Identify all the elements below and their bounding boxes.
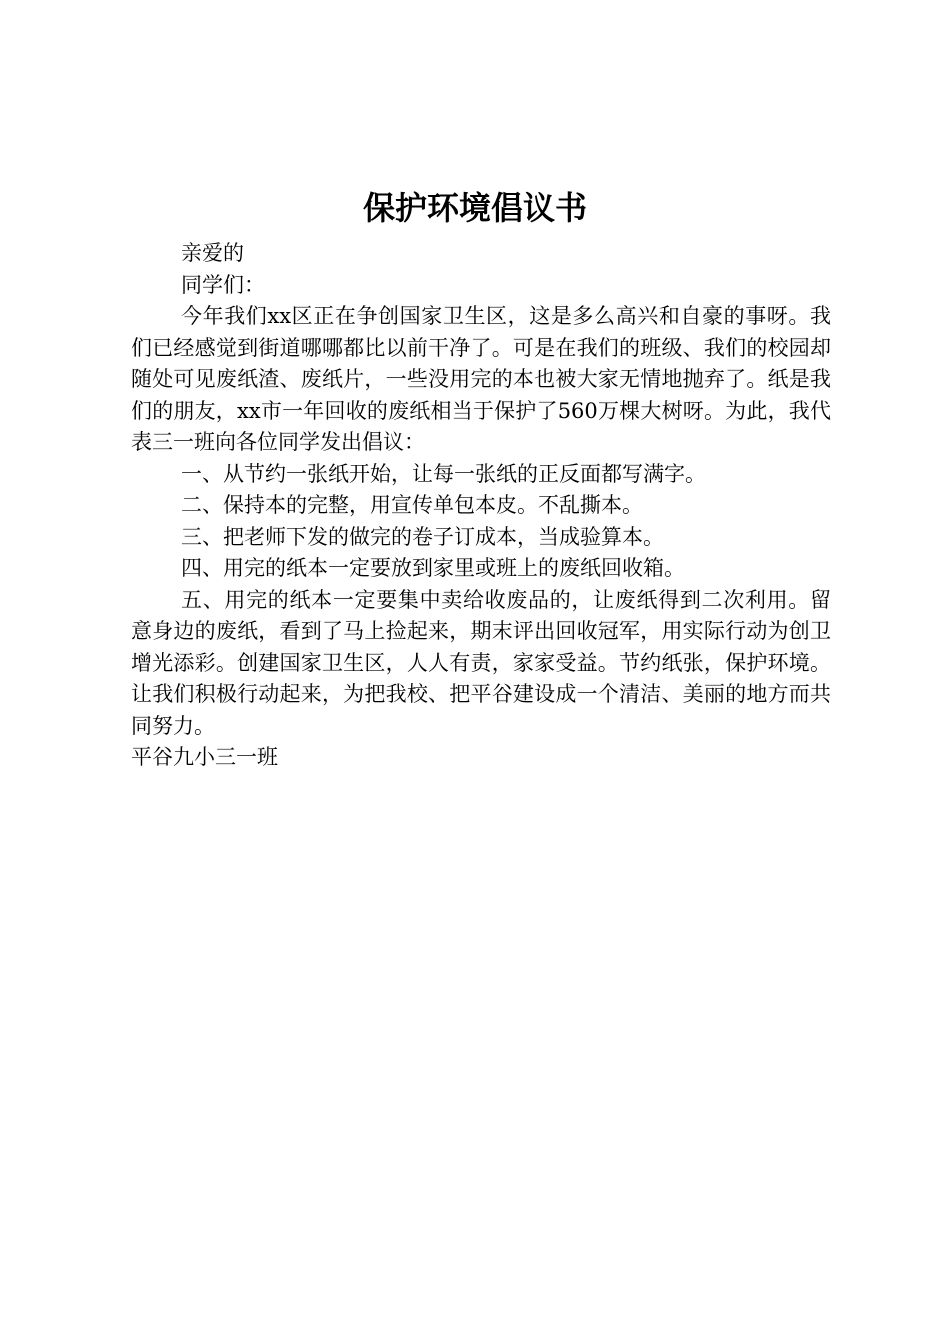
document-body bbox=[131, 238, 831, 774]
proposal-item-4: 四、用完的纸本一定要放到家里或班上的废纸回收箱。 bbox=[181, 556, 685, 580]
salutation-line-2: 同学们： bbox=[181, 272, 265, 297]
intro-paragraph: 今年我们xx区正在争创国家卫生区，这是多么高兴和自豪的事呀。我们已经感觉到街道哪哪都比以前干净了。可是在我们的班级、我们的校园却随处可见废纸渣、废纸片，一些没用完的本也被大家无情地抛弃了。纸是我们的朋友，xx市一年回收的废纸相当于保护了560万棵大树呀。为此，我代表三一班向各位同学发出倡议： bbox=[131, 304, 831, 454]
signature: 平谷九小三一班 bbox=[131, 745, 278, 769]
proposal-item-2: 二、保持本的完整，用宣传单包本皮。不乱撕本。 bbox=[181, 493, 643, 517]
proposal-item-1: 一、从节约一张纸开始，让每一张纸的正反面都写满字。 bbox=[181, 461, 706, 486]
salutation-line-1: 亲爱的 bbox=[181, 241, 244, 265]
proposal-item-5: 五、用完的纸本一定要集中卖给收废品的，让废纸得到二次利用。留意身边的废纸，看到了马上捡起来，期末评出回收冠军，用实际行动为创卫增光添彩。创建国家卫生区，人人有责，家家受益。节约纸张，保护环境。让我们积极行动起来，为把我校、把平谷建设成一个清洁、美丽的地方而共同努力。 bbox=[131, 587, 831, 738]
proposal-item-3: 三、把老师下发的做完的卷子订成本，当成验算本。 bbox=[181, 524, 664, 549]
document-title: 保护环境倡议书 bbox=[362, 189, 587, 227]
